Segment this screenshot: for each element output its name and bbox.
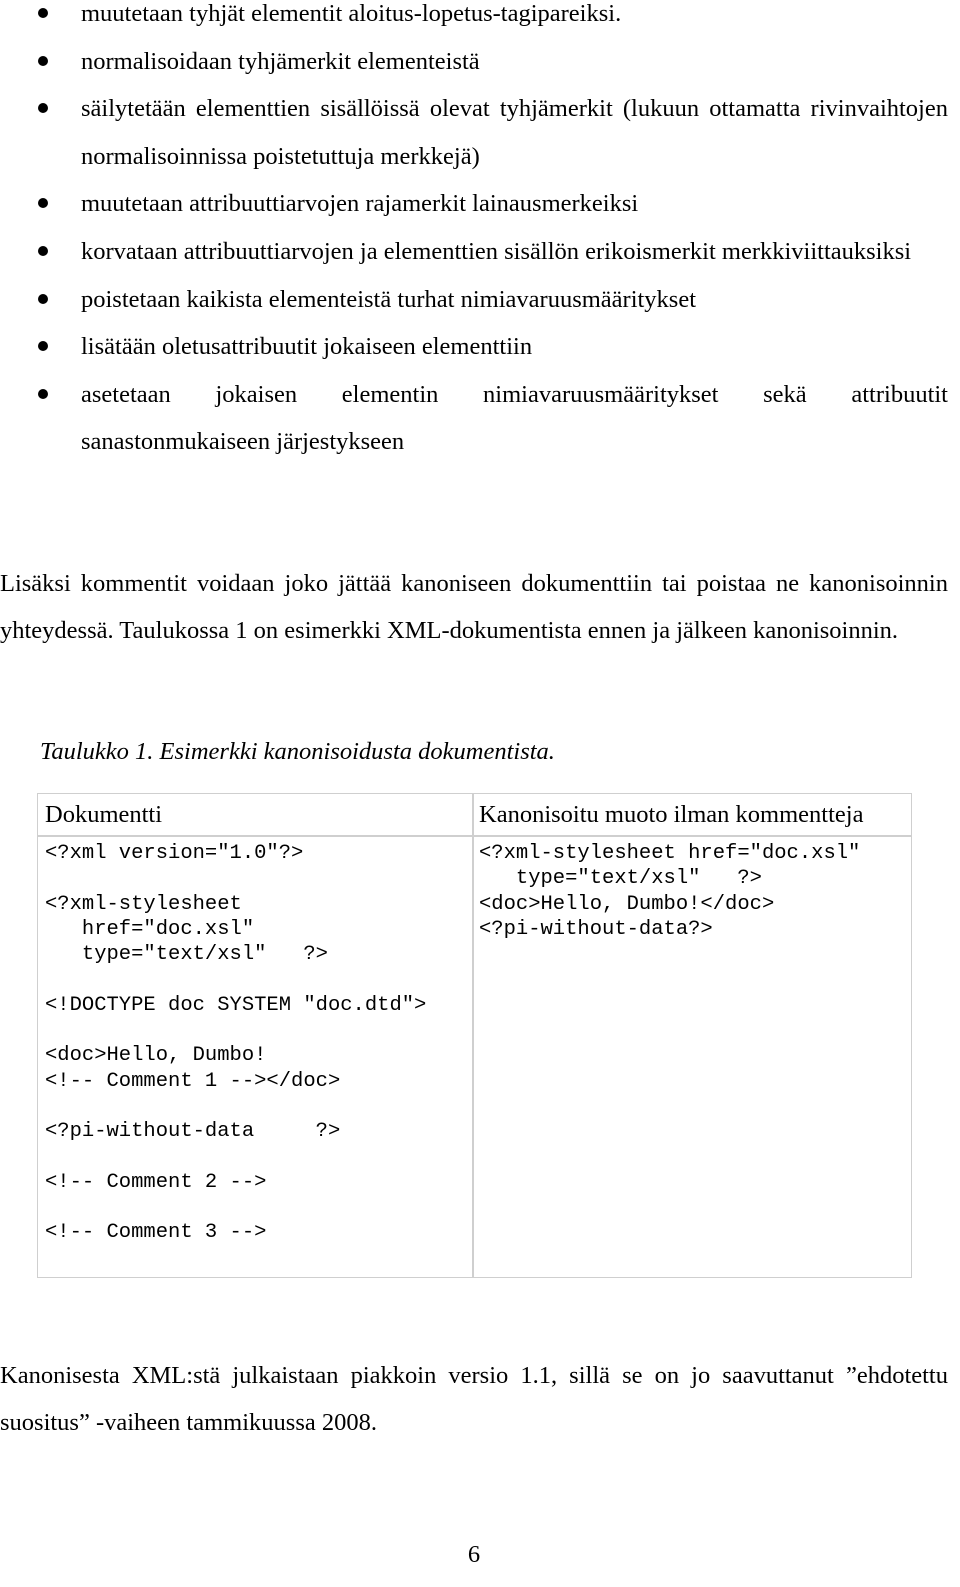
list-item-text: muutetaan attribuuttiarvojen rajamerkit lainausmerkeiksi — [81, 190, 639, 218]
bullet-icon — [38, 246, 48, 256]
canonical-document-code: <?xml-stylesheet href="doc.xsl" type="text/xsl" ?> <doc>Hello, Dumbo!</doc> <?pi-without-data?> — [479, 842, 861, 941]
list-item — [0, 38, 948, 86]
body-paragraph: Lisäksi kommentit voidaan joko jättää kanoniseen dokumenttiin tai poistaa ne kanonisoinnin yhteydessä. Taulukossa 1 on esimerkki XML-dokumentista ennen ja jälkeen kanonisoinnin. — [0, 570, 948, 644]
list-item — [0, 85, 948, 180]
table-column-divider — [472, 794, 474, 1277]
list-item-text: korvataan attribuuttiarvojen ja elementtien sisällön erikoismerkit merkkiviittauksiksi — [81, 237, 912, 265]
list-item-text: asetetaan jokaisen elementin nimiavaruusmääritykset sekä attribuutit sanastonmukaiseen järjestykseen — [81, 380, 948, 456]
list-item-text: poistetaan kaikista elementeistä turhat nimiavaruusmääritykset — [81, 285, 697, 313]
table-header-divider — [38, 835, 911, 837]
list-item — [0, 276, 948, 324]
list-item — [0, 180, 948, 228]
bullet-icon — [38, 103, 48, 113]
bullet-icon — [38, 198, 48, 208]
original-document-code: <?xml version="1.0"?> <?xml-stylesheet href="doc.xsl" type="text/xsl" ?> <!DOCTYPE doc SYSTEM "doc.dtd"> <doc>Hello, Dumbo! <!-- Comment 1 --></doc> <?pi-without-data ?> <!-- Comment 2 --> <!-- Comment 3 --> — [45, 842, 427, 1245]
list-item — [0, 323, 948, 371]
bullet-icon — [38, 389, 48, 399]
list-item-text: säilytetään elementtien sisällöissä olevat tyhjämerkit (lukuun ottamatta rivinvaihtojen normalisoinnissa poistetuttuja merkkejä) — [81, 95, 948, 170]
bullet-icon — [38, 56, 48, 66]
list-item — [0, 0, 948, 38]
body-paragraph: Kanonisesta XML:stä julkaistaan piakkoin versio 1.1, sillä se on jo saavuttanut ”ehdotettu suositus” -vaiheen tammikuussa 2008. — [0, 1362, 948, 1436]
bullet-icon — [38, 294, 48, 304]
canonicalization-rules-list — [0, 0, 948, 466]
bullet-icon — [38, 8, 48, 18]
example-table — [37, 793, 912, 1278]
list-item — [0, 228, 948, 276]
table-caption: Taulukko 1. Esimerkki kanonisoidusta dokumentista. — [40, 738, 555, 765]
list-item — [0, 371, 948, 466]
page-number: 6 — [467, 1541, 481, 1568]
list-item-text: lisätään oletusattribuutit jokaiseen elementtiin — [81, 333, 533, 361]
table-header-document: Dokumentti — [45, 801, 163, 828]
bullet-icon — [38, 341, 48, 351]
list-item-text: muutetaan tyhjät elementit aloitus-lopetus-tagipareiksi. — [81, 0, 622, 27]
table-header-canonical: Kanonisoitu muoto ilman kommentteja — [479, 801, 864, 828]
list-item-text: normalisoidaan tyhjämerkit elementeistä — [81, 47, 480, 75]
